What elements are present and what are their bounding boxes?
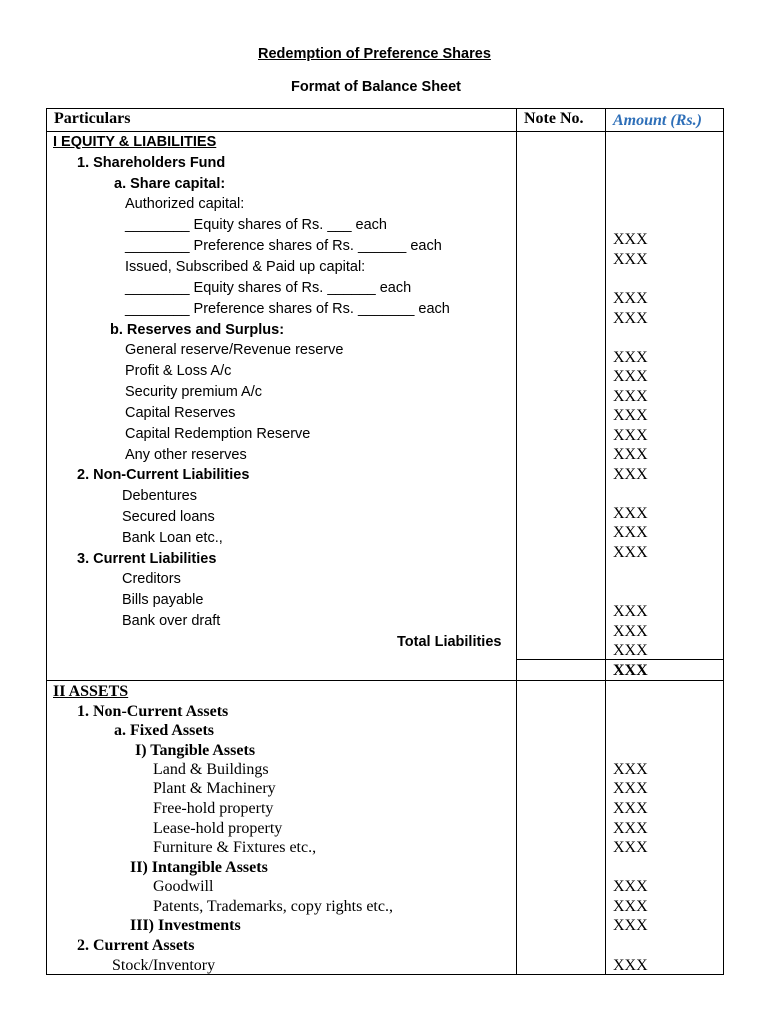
list-item: III) Investments [130, 917, 241, 934]
list-item: Capital Redemption Reserve [125, 426, 311, 442]
header-amount: Amount (Rs.) [613, 112, 702, 129]
list-item: Debentures [122, 488, 197, 504]
list-item: 3. Current Liabilities [77, 551, 217, 567]
list-item: Plant & Machinery [153, 780, 276, 797]
amount-value: XXX [613, 290, 648, 307]
list-item: Goodwill [153, 878, 214, 895]
section-assets: II ASSETS [53, 683, 129, 700]
amount-value: XXX [613, 603, 648, 620]
amount-value: XXX [613, 407, 648, 424]
list-item: Lease-hold property [153, 820, 283, 837]
amount-value: XXX [613, 800, 648, 817]
list-item: Secured loans [122, 509, 215, 525]
total-liabilities-amount: XXX [613, 662, 648, 679]
amount-value: XXX [613, 251, 648, 268]
amount-value: XXX [613, 349, 648, 366]
amount-value: XXX [613, 388, 648, 405]
list-item: II) Intangible Assets [130, 859, 268, 876]
list-item: Issued, Subscribed & Paid up capital: [125, 259, 366, 275]
amount-value: XXX [613, 839, 648, 856]
amount-value: XXX [613, 310, 648, 327]
list-item: 2. Current Assets [77, 937, 195, 954]
list-item: a. Share capital: [114, 176, 226, 192]
list-item: Bank over draft [122, 613, 221, 629]
list-item: Security premium A/c [125, 384, 262, 400]
amount-value: XXX [613, 898, 648, 915]
header-note-no: Note No. [524, 110, 584, 127]
page-title: Redemption of Preference Shares [258, 46, 491, 62]
list-item: a. Fixed Assets [114, 722, 214, 739]
list-item: ________ Preference shares of Rs. ______ each [125, 238, 442, 254]
section-equity-liabilities: I EQUITY & LIABILITIES [53, 134, 217, 150]
amount-value: XXX [613, 544, 648, 561]
list-item: Bank Loan etc., [122, 530, 223, 546]
list-item: I) Tangible Assets [135, 742, 256, 759]
list-item: Profit & Loss A/c [125, 363, 232, 379]
amount-value: XXX [613, 427, 648, 444]
amount-value: XXX [613, 761, 648, 778]
list-item: Land & Buildings [153, 761, 269, 778]
amount-value: XXX [613, 524, 648, 541]
list-item: Patents, Trademarks, copy rights etc., [153, 898, 393, 915]
amount-value: XXX [613, 917, 648, 934]
amount-value: XXX [613, 466, 648, 483]
list-item: b. Reserves and Surplus: [110, 322, 285, 338]
list-item: ________ Preference shares of Rs. _______ each [125, 301, 450, 317]
list-item: 1. Non-Current Assets [77, 703, 229, 720]
list-item: ________ Equity shares of Rs. ______ each [125, 280, 412, 296]
list-item: ________ Equity shares of Rs. ___ each [125, 217, 387, 233]
list-item: Authorized capital: [125, 196, 245, 212]
amount-value: XXX [613, 820, 648, 837]
list-item: 1. Shareholders Fund [77, 155, 226, 171]
list-item: Bills payable [122, 592, 204, 608]
total-liabilities-label: Total Liabilities [397, 634, 502, 650]
list-item: Capital Reserves [125, 405, 236, 421]
list-item: Furniture & Fixtures etc., [153, 839, 317, 856]
amount-value: XXX [613, 642, 648, 659]
amount-value: XXX [613, 368, 648, 385]
list-item: General reserve/Revenue reserve [125, 342, 344, 358]
amount-value: XXX [613, 623, 648, 640]
amount-value: XXX [613, 957, 648, 974]
amount-value: XXX [613, 878, 648, 895]
amount-value: XXX [613, 446, 648, 463]
amount-value: XXX [613, 231, 648, 248]
list-item: Any other reserves [125, 447, 247, 463]
list-item: Stock/Inventory [112, 957, 216, 974]
header-particulars: Particulars [54, 110, 131, 127]
amount-value: XXX [613, 780, 648, 797]
list-item: Free-hold property [153, 800, 274, 817]
list-item: 2. Non-Current Liabilities [77, 467, 250, 483]
page-subtitle: Format of Balance Sheet [291, 79, 462, 95]
amount-value: XXX [613, 505, 648, 522]
list-item: Creditors [122, 571, 181, 587]
